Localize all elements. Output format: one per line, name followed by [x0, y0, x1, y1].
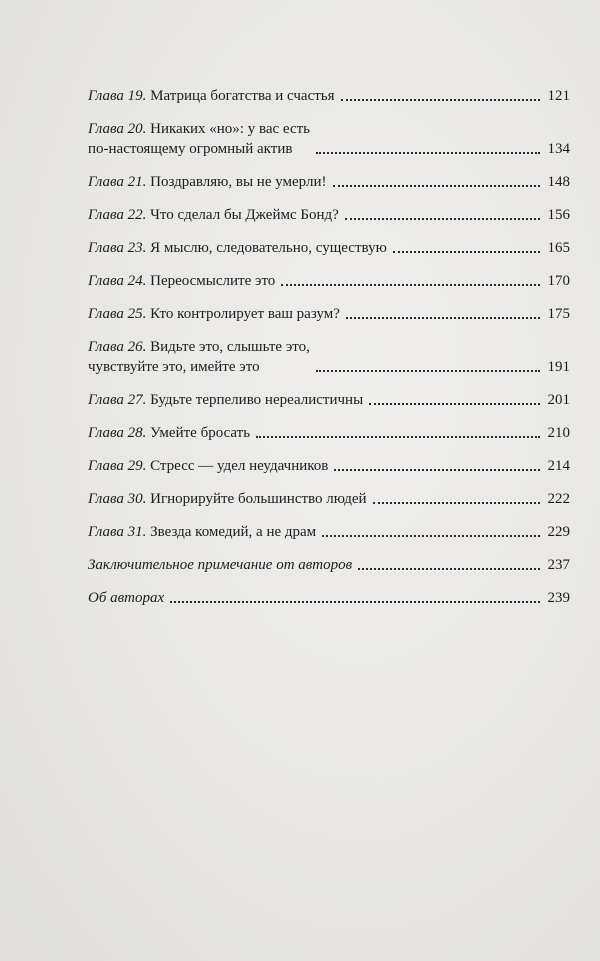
leader-dots: [322, 535, 540, 537]
chapter-label: Глава 26.: [88, 339, 147, 355]
chapter-title: Игнорируйте большинство людей: [150, 491, 367, 507]
toc-entry-chapter-27: [88, 390, 570, 410]
section-title: Заключительное примечание от авторов: [88, 557, 353, 573]
chapter-title: Никаких «но»: у вас есть: [150, 121, 310, 137]
leader-dots: [358, 568, 540, 570]
page-number: 165: [547, 240, 570, 256]
toc-entry-chapter-22: [88, 205, 570, 225]
chapter-title-continued: чувствуйте это, имейте это: [88, 359, 260, 375]
toc-entry-chapter-26: [88, 337, 570, 377]
chapter-label: Глава 22.: [88, 207, 147, 223]
toc-entry-chapter-19: [88, 86, 570, 106]
toc-entry-closing-note: [88, 555, 570, 575]
page-number: 239: [547, 590, 570, 606]
chapter-label: Глава 19.: [88, 88, 147, 104]
toc-entry-chapter-25: [88, 304, 570, 324]
page-number: 170: [547, 273, 570, 289]
page-number: 201: [547, 392, 570, 408]
chapter-label: Глава 31.: [88, 524, 147, 540]
chapter-title: Стресс — удел неудачников: [150, 458, 329, 474]
page-number: 156: [547, 207, 570, 223]
toc-entry-chapter-29: [88, 456, 570, 476]
chapter-title: Поздравляю, вы не умерли!: [150, 174, 327, 190]
leader-dots: [316, 152, 540, 154]
chapter-title: Переосмыслите это: [150, 273, 276, 289]
leader-dots: [373, 502, 540, 504]
chapter-label: Глава 29.: [88, 458, 147, 474]
leader-dots: [341, 99, 540, 101]
toc-entry-chapter-20: [88, 119, 570, 159]
page-number: 222: [547, 491, 570, 507]
chapter-label: Глава 25.: [88, 306, 147, 322]
chapter-label: Глава 30.: [88, 491, 147, 507]
page-number: 229: [547, 524, 570, 540]
chapter-label: Глава 24.: [88, 273, 147, 289]
chapter-title: Кто контролирует ваш разум?: [150, 306, 340, 322]
page-number: 134: [547, 141, 570, 157]
chapter-title: Звезда комедий, а не драм: [150, 524, 317, 540]
page-number: 148: [547, 174, 570, 190]
section-title: Об авторах: [88, 590, 165, 606]
leader-dots: [346, 317, 540, 319]
leader-dots: [369, 403, 540, 405]
chapter-title: Я мыслю, следовательно, существую: [150, 240, 387, 256]
chapter-title-continued: по-настоящему огромный актив: [88, 141, 293, 157]
leader-dots: [393, 251, 540, 253]
toc-entry-chapter-24: [88, 271, 570, 291]
chapter-title: Будьте терпеливо нереалистичны: [150, 392, 364, 408]
page-number: 191: [547, 359, 570, 375]
page-number: 210: [547, 425, 570, 441]
leader-dots: [256, 436, 540, 438]
toc-entry-chapter-31: [88, 522, 570, 542]
page-number: 214: [547, 458, 570, 474]
chapter-label: Глава 27.: [88, 392, 147, 408]
leader-dots: [334, 469, 540, 471]
leader-dots: [281, 284, 540, 286]
page-number: 175: [547, 306, 570, 322]
leader-dots: [316, 370, 540, 372]
toc-entry-chapter-30: [88, 489, 570, 509]
leader-dots: [345, 218, 540, 220]
leader-dots: [170, 601, 540, 603]
table-of-contents: [88, 86, 570, 621]
chapter-label: Глава 20.: [88, 121, 147, 137]
page-number: 237: [547, 557, 570, 573]
toc-entry-chapter-23: [88, 238, 570, 258]
toc-entry-chapter-28: [88, 423, 570, 443]
chapter-label: Глава 21.: [88, 174, 147, 190]
toc-entry-about-authors: [88, 588, 570, 608]
chapter-title: Видьте это, слышьте это,: [150, 339, 310, 355]
chapter-label: Глава 28.: [88, 425, 147, 441]
chapter-title: Умейте бросать: [150, 425, 251, 441]
page-number: 121: [547, 88, 570, 104]
chapter-title: Матрица богатства и счастья: [150, 88, 335, 104]
chapter-title: Что сделал бы Джеймс Бонд?: [150, 207, 339, 223]
toc-entry-chapter-21: [88, 172, 570, 192]
leader-dots: [333, 185, 541, 187]
chapter-label: Глава 23.: [88, 240, 147, 256]
